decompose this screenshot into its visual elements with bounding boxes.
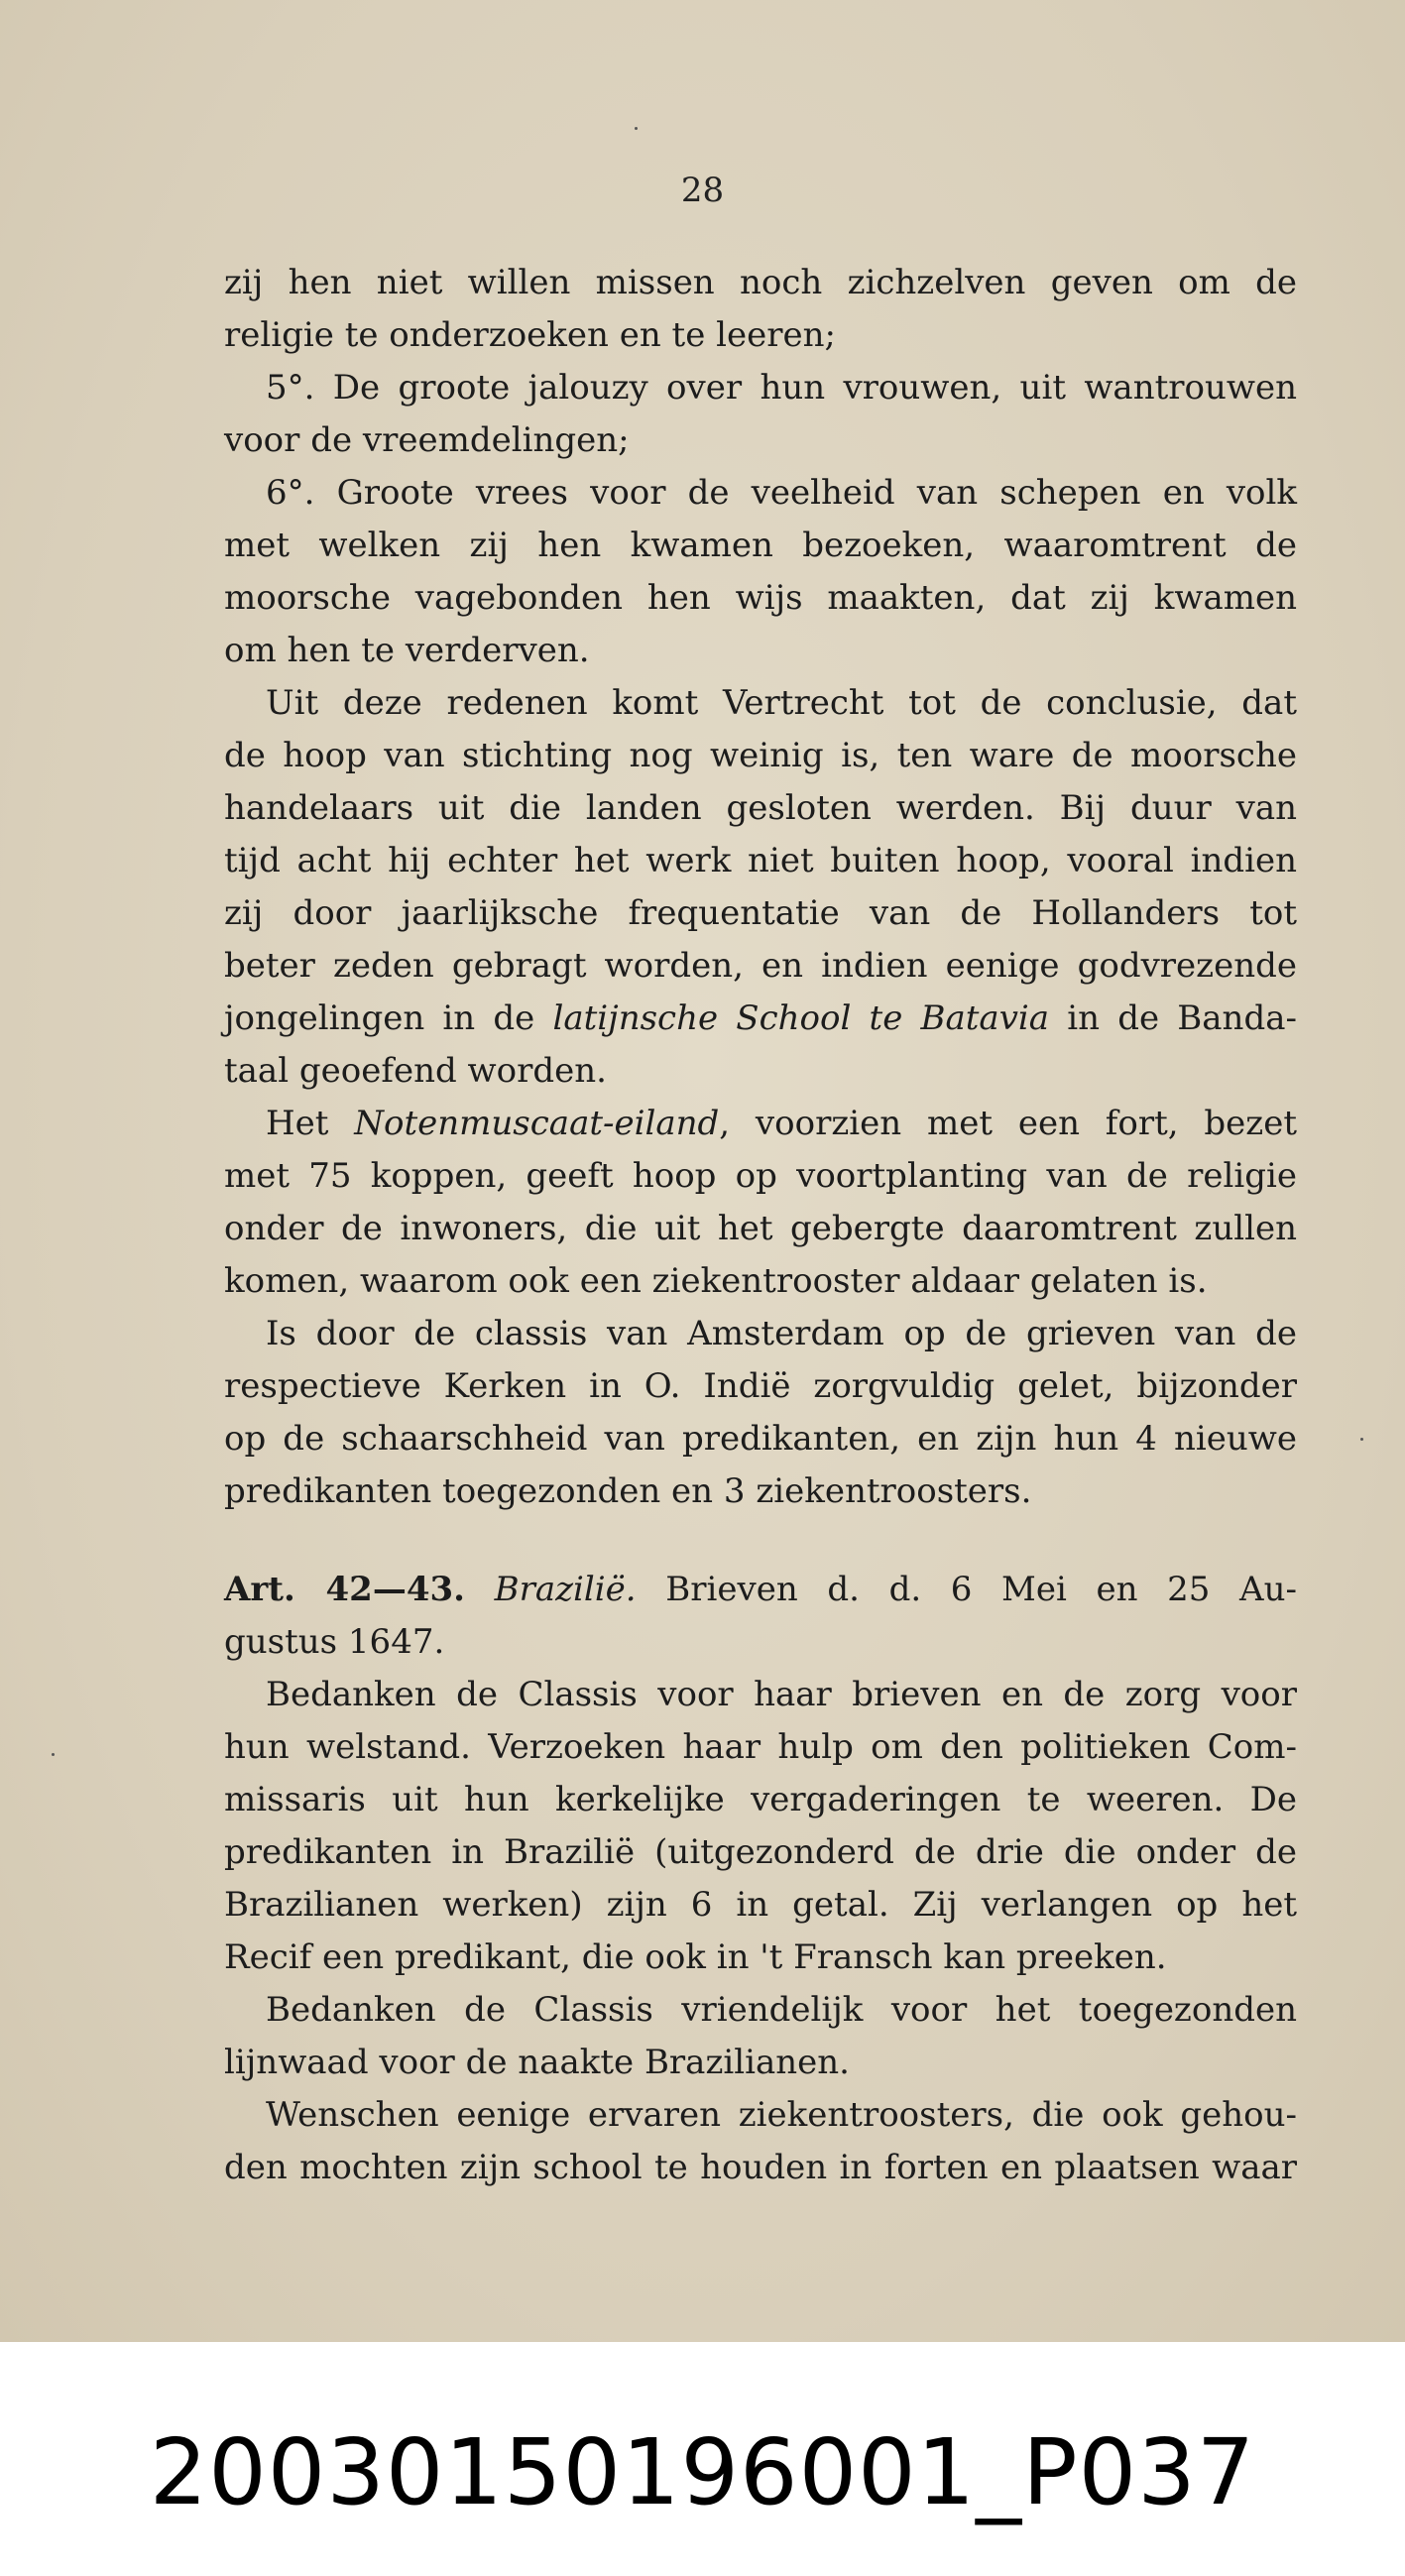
text-run: jongelingen in de	[224, 998, 553, 1038]
text-line: beter zeden gebragt worden, en indien eenige godvrezende	[224, 946, 1297, 986]
text-run: , voorzien met een fort, bezet	[719, 1104, 1297, 1143]
text-line: met 75 koppen, geeft hoop op voortplanting van de religie	[224, 1156, 1297, 1196]
text-line: met welken zij hen kwamen bezoeken, waaromtrent de	[224, 526, 1297, 565]
text-line: tijd acht hij echter het werk niet buiten hoop, vooral indien	[224, 841, 1297, 880]
text-line: Is door de classis van Amsterdam op de grieven van de	[266, 1314, 1297, 1353]
text-line: zij hen niet willen missen noch zichzelven geven om de	[224, 263, 1297, 302]
scan-identifier: 20030150196001_P037	[149, 2419, 1256, 2525]
paper-speck	[1360, 1438, 1363, 1441]
article-body	[224, 1616, 1297, 2194]
text-line: respectieve Kerken in O. Indië zorgvuldig gelet, bijzonder	[224, 1366, 1297, 1406]
text-line: handelaars uit die landen gesloten werden. Bij duur van	[224, 788, 1297, 828]
body-text	[224, 257, 1297, 1518]
italic-phrase: latijnsche School te Batavia	[552, 998, 1050, 1038]
text-line: taal geoefend worden.	[224, 1051, 607, 1091]
text-line: Brazilianen werken) zijn 6 in getal. Zij verlangen op het	[224, 1885, 1297, 1925]
paper-speck	[635, 127, 638, 130]
text-line: onder de inwoners, die uit het gebergte daaromtrent zullen	[224, 1209, 1297, 1248]
text-line: predikanten toegezonden en 3 ziekentroosters.	[224, 1471, 1032, 1511]
article-number: Art. 42—43.	[224, 1570, 465, 1609]
text-line: lijnwaad voor de naakte Brazilianen.	[224, 2043, 850, 2082]
text-run: Het	[266, 1104, 355, 1143]
text-line: gustus 1647.	[224, 1622, 445, 1662]
text-line: predikanten in Brazilië (uitgezonderd de drie die onder de	[224, 1832, 1297, 1872]
page-number: 28	[680, 171, 725, 210]
text-line: missaris uit hun kerkelijke vergaderingen te weeren. De	[224, 1780, 1297, 1819]
text-line: de hoop van stichting nog weinig is, ten ware de moorsche	[224, 736, 1297, 775]
article-heading	[224, 1564, 1297, 1616]
text-line: Wenschen eenige ervaren ziekentroosters, die ook gehou-	[266, 2095, 1297, 2135]
text-line: 5°. De groote jalouzy over hun vrouwen, uit wantrouwen	[266, 368, 1297, 408]
article-heading-rest: Brieven d. d. 6 Mei en 25 Au-	[665, 1570, 1297, 1609]
text-line: Recif een predikant, die ook in 't Fransch kan preeken.	[224, 1937, 1167, 1977]
text-line: op de schaarschheid van predikanten, en zijn hun 4 nieuwe	[224, 1419, 1297, 1459]
text-line: komen, waarom ook een ziekentrooster aldaar gelaten is.	[224, 1261, 1208, 1301]
text-line: Uit deze redenen komt Vertrecht tot de conclusie, dat	[266, 683, 1297, 723]
text-line: voor de vreemdelingen;	[224, 420, 630, 460]
text-line: moorsche vagebonden hen wijs maakten, dat zij kwamen	[224, 578, 1297, 618]
text-line: Bedanken de Classis voor haar brieven en de zorg voor	[266, 1675, 1297, 1714]
paper-speck	[52, 1753, 55, 1756]
text-line: den mochten zijn school te houden in forten en plaatsen waar	[224, 2148, 1297, 2187]
text-line: religie te onderzoeken en te leeren;	[224, 315, 836, 355]
text-line: 6°. Groote vrees voor de veelheid van schepen en volk	[266, 473, 1297, 513]
text-line	[224, 993, 1297, 1045]
text-line: zij door jaarlijksche frequentatie van de Hollanders tot	[224, 893, 1297, 933]
text-line: hun welstand. Verzoeken haar hulp om den politieken Com-	[224, 1727, 1297, 1767]
text-line	[224, 1098, 1297, 1150]
article-section	[224, 1564, 1297, 2194]
italic-phrase: Notenmuscaat-eiland	[354, 1104, 720, 1143]
text-line: om hen te verderven.	[224, 631, 590, 670]
article-place: Brazilië.	[494, 1570, 637, 1609]
text-run: in de Banda-	[1049, 998, 1297, 1038]
text-line: Bedanken de Classis vriendelijk voor het toegezonden	[266, 1990, 1297, 2030]
